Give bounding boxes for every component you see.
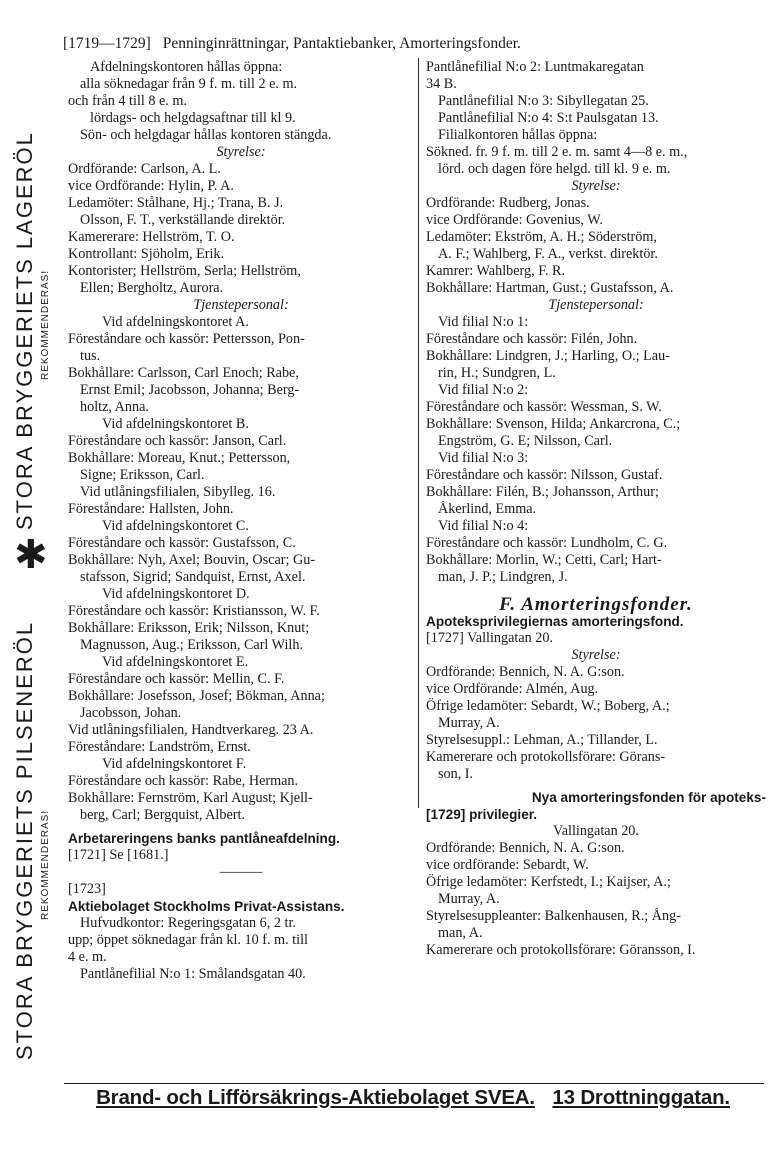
left-column-line: alla söknedagar från 9 f. m. till 2 e. m. [80,76,298,92]
right-column-line: Engström, G. E; Nilsson, Carl. [438,433,613,449]
left-column-line: Föreståndare och kassör: Janson, Carl. [68,433,287,449]
right-column-line: Nya amorteringsfonden för apoteks- [531,790,766,805]
footer-address: 13 Drottninggatan. [552,1086,730,1109]
right-column-line: Ledamöter: Ekström, A. H.; Söderström, [426,229,657,245]
footer-advert [60,1086,766,1110]
left-column-line: Bokhållare: Josefsson, Josef; Bökman, Anna; [68,688,325,704]
right-column-line: Styrelse: [571,178,621,194]
right-column-line: Ordförande: Bennich, N. A. G:son. [426,664,625,680]
right-column-line: Vallingatan 20. [553,823,639,839]
left-column-line: Ernst Emil; Jacobsson, Johanna; Berg- [80,382,300,398]
left-column-line: [1723] [68,881,106,897]
left-column-line: Föreståndare och kassör: Pettersson, Pon- [68,331,305,347]
left-column [68,59,414,983]
right-column-line: F. Amorteringsfonder. [499,594,693,615]
right-column-line: Vid filial N:o 3: [438,450,529,466]
left-column-line: Föreståndare och kassör: Gustafsson, C. [68,535,296,551]
ad-lagerol-text: STORA BRYGGERIETS LAGERÖL [12,131,37,530]
right-column-line: Föreståndare och kassör: Filén, John. [426,331,638,347]
footer-company: Brand- och Lifförsäkrings-Aktiebolaget SVEA. [96,1086,535,1109]
asterisk-ornament: ✱ [14,532,48,578]
left-column-line: Arbetareringens banks pantlåneafdelning. [68,831,340,846]
right-column-line: Styrelsesuppl.: Lehman, A.; Tillander, L. [426,732,658,748]
left-column-line: holtz, Anna. [80,399,149,415]
left-column-line: Vid afdelningskontoret C. [102,518,249,534]
left-column-line: Pantlånefilial N:o 1: Smålandsgatan 40. [80,966,306,982]
right-column-line: Pantlånefilial N:o 2: Luntmakaregatan [426,59,644,75]
right-column-line: Öfrige ledamöter: Sebardt, W.; Boberg, A.; [426,698,670,714]
left-column-line: Vid afdelningskontoret B. [102,416,249,432]
left-column-line: Vid afdelningskontoret A. [102,314,249,330]
right-column-line: Ordförande: Rudberg, Jonas. [426,195,590,211]
right-column-line: Kamrer: Wahlberg, F. R. [426,263,566,279]
left-column-line: Magnusson, Aug.; Eriksson, Carl Wilh. [80,637,304,653]
right-column-line: Kamererare och protokollsförare: Görans- [426,749,666,765]
left-column-line: Bokhållare: Fernström, Karl August; Kjell- [68,790,313,806]
right-column-line: Bokhållare: Filén, B.; Johansson, Arthur; [426,484,659,500]
left-column-line: Kontorister; Hellström, Serla; Hellström, [68,263,301,279]
left-column-line: Bokhållare: Moreau, Knut.; Pettersson, [68,450,291,466]
left-column-line: Föreståndare och kassör: Mellin, C. F. [68,671,285,687]
right-column-line: 34 B. [426,76,457,92]
left-column-line: Olsson, F. T., verkställande direktör. [80,212,286,228]
left-column-line: lördags- och helgdagsaftnar till kl 9. [90,110,296,126]
page-title: Penninginrättningar, Pantaktiebanker, Amorteringsfonder. [162,35,521,52]
left-column-line: upp; öppet söknedagar från kl. 10 f. m. till [68,932,308,948]
right-column-line: Föreståndare och kassör: Nilsson, Gustaf. [426,467,663,483]
left-column-line: Föreståndare och kassör: Kristiansson, W. F. [68,603,320,619]
left-column-line: Bokhållare: Carlsson, Carl Enoch; Rabe, [68,365,299,381]
left-column-line: vice Ordförande: Hylin, P. A. [68,178,234,194]
right-column-line: rin, H.; Sundgren, L. [438,365,556,381]
right-column-line: vice ordförande: Sebardt, W. [426,857,589,873]
left-column-line: Aktiebolaget Stockholms Privat-Assistans. [68,899,345,914]
right-column-line: Åkerlind, Emma. [438,501,537,517]
left-column-line: [1721] Se [1681.] [68,847,169,863]
right-column-line: vice Ordförande: Almén, Aug. [426,681,599,697]
right-column-line: Murray, A. [438,891,500,907]
left-column-line: Bokhållare: Nyh, Axel; Bouvin, Oscar; Gu- [68,552,316,568]
left-column-line: Hufvudkontor: Regeringsgatan 6, 2 tr. [80,915,296,931]
right-column-line: Bokhållare: Svenson, Hilda; Ankarcrona, C.; [426,416,681,432]
right-column-line: son, I. [438,766,474,782]
right-column-line: Styrelsesuppleanter: Balkenhausen, R.; Ång- [426,908,681,924]
left-column-line: Ordförande: Carlson, A. L. [68,161,221,177]
right-column-line: vice Ordförande: Govenius, W. [426,212,603,228]
footer-rule [64,1083,764,1084]
right-column-line: Pantlånefilial N:o 3: Sibyllegatan 25. [438,93,649,109]
right-column-line: Styrelse: [571,647,621,663]
right-column-line: A. F.; Wahlberg, F. A., verkst. direktör. [438,246,658,262]
column-divider [418,58,419,808]
right-column-line: Sökned. fr. 9 f. m. till 2 e. m. samt 4—8 e. m., [426,144,688,160]
right-column-line: Bokhållare: Hartman, Gust.; Gustafsson, A. [426,280,674,296]
right-column-line: Tjenstepersonal: [548,297,644,313]
left-column-line: Föreståndare: Hallsten, John. [68,501,234,517]
right-column-line: Vid filial N:o 4: [438,518,529,534]
right-column-line: Bokhållare: Morlin, W.; Cetti, Carl; Hart- [426,552,662,568]
left-column-line: Vid utlåningsfilialen, Handtverkareg. 23 A. [68,722,314,738]
right-column-line: lörd. och dagen före helgd. till kl. 9 e. m. [438,161,671,177]
right-column-line: Kamererare och protokollsförare: Göransson, I. [426,942,696,958]
left-column-line: Jacobsson, Johan. [80,705,182,721]
right-column-line: Bokhållare: Lindgren, J.; Harling, O.; Lau- [426,348,670,364]
left-column-line: Vid afdelningskontoret E. [102,654,249,670]
ad-lagerol-sub: REKOMMENDERAS! [40,269,51,380]
ad-pilsenerol-sub: REKOMMENDERAS! [40,809,51,920]
left-column-line: ——— [219,864,263,880]
right-column-line: Apoteksprivilegiernas amorteringsfond. [426,614,684,629]
left-column-line: 4 e. m. [68,949,107,965]
page-header [63,32,763,56]
left-column-line: Vid utlåningsfilialen, Sibylleg. 16. [80,484,276,500]
right-column-line: [1729] privilegier. [426,807,538,822]
right-column-line: Vid filial N:o 1: [438,314,529,330]
right-column-line: Murray, A. [438,715,500,731]
left-column-line: Kontrollant: Sjöholm, Erik. [68,246,225,262]
left-column-line: Vid afdelningskontoret D. [102,586,250,602]
left-column-line: stafsson, Sigrid; Sandquist, Ernst, Axel. [80,569,306,585]
left-column-line: Signe; Eriksson, Carl. [80,467,205,483]
left-column-line: och från 4 till 8 e. m. [68,93,187,109]
right-column-line: Öfrige ledamöter: Kerfstedt, I.; Kaijser, A.; [426,874,671,890]
right-column-line: Vid filial N:o 2: [438,382,529,398]
left-column-line: Tjenstepersonal: [193,297,289,313]
ad-pilsenerol-text: STORA BRYGGERIETS PILSENERÖL [12,620,37,1060]
left-column-line: Sön- och helgdagar hållas kontoren stängda. [80,127,332,143]
right-column-line: Filialkontoren hållas öppna: [438,127,598,143]
left-column-line: Bokhållare: Eriksson, Erik; Nilsson, Knut; [68,620,310,636]
right-column-line: [1727] Vallingatan 20. [426,630,554,646]
left-column-line: Vid afdelningskontoret F. [102,756,247,772]
right-column-line: Föreståndare och kassör: Lundholm, C. G. [426,535,668,551]
right-column [426,59,766,959]
left-column-line: Ledamöter: Stålhane, Hj.; Trana, B. J. [68,195,284,211]
right-column-line: Föreståndare och kassör: Wessman, S. W. [426,399,662,415]
left-column-line: Styrelse: [216,144,266,160]
left-column-line: Föreståndare och kassör: Rabe, Herman. [68,773,299,789]
left-column-line: berg, Carl; Bergquist, Albert. [80,807,245,823]
right-column-line: man, A. [438,925,483,941]
right-column-line: Pantlånefilial N:o 4: S:t Paulsgatan 13. [438,110,659,126]
right-column-line: man, J. P.; Lindgren, J. [438,569,568,585]
right-column-line: Ordförande: Bennich, N. A. G:son. [426,840,625,856]
sidebar-ad-pilsenerol [0,580,56,1060]
left-column-line: Ellen; Bergholtz, Aurora. [80,280,224,296]
sidebar-ad-lagerol [0,60,56,530]
left-column-line: Kamererare: Hellström, T. O. [68,229,235,245]
left-column-line: Föreståndare: Landström, Ernst. [68,739,251,755]
page-range: [1719—1729] [63,35,151,52]
left-column-line: Afdelningskontoren hållas öppna: [90,59,283,75]
left-column-line: tus. [80,348,101,364]
